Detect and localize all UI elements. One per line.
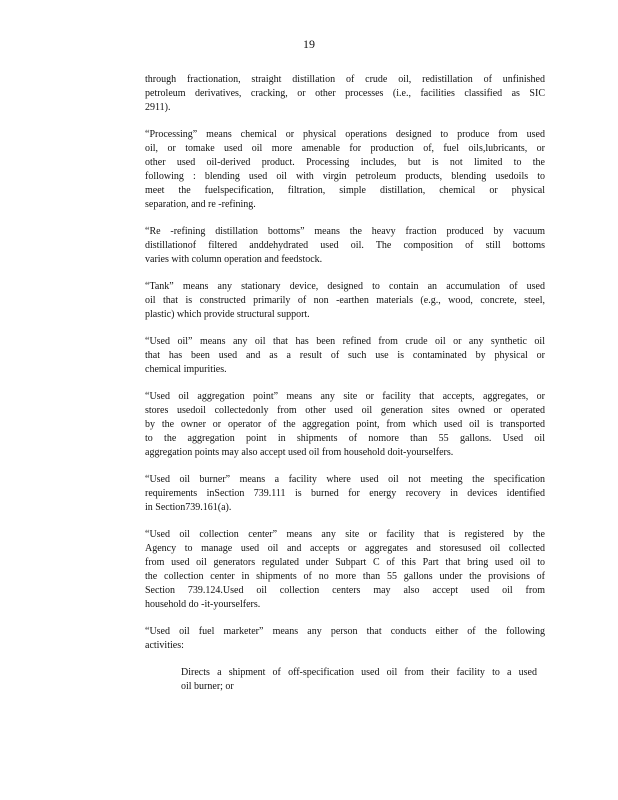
text-line: distillationof filtered anddehydrated used oil. The composition of still bottoms [145,240,545,251]
page-number: 19 [303,37,315,51]
paragraph-tank-definition [145,280,545,322]
text-line: meet the fuelspecification, filtration, simple distillation, chemical or physical [145,185,545,196]
text-line: 2911). [145,102,171,113]
text-line: oil that is constructed primarily of non -earthen materials (e.g., wood, concrete, steel, [145,295,545,306]
paragraph-used-oil-burner-definition [145,473,545,515]
text-line: through fractionation, straight distillation of crude oil, redistillation of unfinished [145,74,545,85]
text-line: stores usedoil collectedonly from other used oil generation sites owned or operated [145,405,545,416]
text-line: oil burner; or [181,681,234,692]
text-line: that has been used and as a result of such use is contaminated by physical or [145,350,545,361]
text-line: Section 739.124.Used oil collection centers may also accept used oil from [145,585,545,596]
paragraph-processing-definition [145,128,545,212]
text-line: petroleum derivatives, cracking, or other processes (i.e., facilities classified as SIC [145,88,545,99]
paragraph-aggregation-point-definition [145,390,545,460]
text-line: in Section739.161(a). [145,502,232,513]
text-line: “Used oil fuel marketer” means any person that conducts either of the following [145,626,545,637]
text-line: household do -it-yourselfers. [145,599,261,610]
text-line: separation, and re -refining. [145,199,256,210]
text-line: plastic) which provide structural support. [145,309,310,320]
text-line: oil, or tomake used oil more amenable for production of, fuel oils,lubricants, or [145,143,545,154]
text-line: “Used oil burner” means a facility where used oil not meeting the specification [145,474,545,485]
text-line: the collection center in shipments of no more than 55 gallons under the provisions of [145,571,545,582]
text-line: varies with column operation and feedstock. [145,254,323,265]
text-line: Directs a shipment of off-specification used oil from their facility to a used [181,667,537,678]
document-body [145,73,545,707]
text-line: “Tank” means any stationary device, designed to contain an accumulation of used [145,281,545,292]
text-line: “Used oil aggregation point” means any site or facility that accepts, aggregates, or [145,391,545,402]
text-line: “Processing” means chemical or physical operations designed to produce from used [145,129,545,140]
paragraph-fuel-marketer-definition [145,625,545,653]
text-line: chemical impurities. [145,364,227,375]
paragraph-used-oil-definition [145,335,545,377]
text-line: other used oil-derived product. Processing includes, but is not limited to the [145,157,545,168]
text-line: following : blending used oil with virgin petroleum products, blending usedoils to [145,171,545,182]
text-line: aggregation points may also accept used oil from household doit-yourselfers. [145,447,454,458]
text-line: requirements inSection 739.111 is burned for energy recovery in devices identified [145,488,545,499]
paragraph-fuel-marketer-activity-1 [181,666,537,694]
text-line: Agency to manage used oil and accepts or aggregates and storesused oil collected [145,543,545,554]
paragraph-refinery-definition-continued [145,73,545,115]
text-line: to the aggregation point in shipments of nomore than 55 gallons. Used oil [145,433,545,444]
text-line: “Re -refining distillation bottoms” means the heavy fraction produced by vacuum [145,226,545,237]
paragraph-re-refining-bottoms-definition [145,225,545,267]
text-line: by the owner or operator of the aggregation point, from which used oil is transported [145,419,545,430]
text-line: from used oil generators regulated under Subpart C of this Part that bring used oil to [145,557,545,568]
text-line: activities: [145,640,184,651]
paragraph-collection-center-definition [145,528,545,612]
text-line: “Used oil collection center” means any site or facility that is registered by the [145,529,545,540]
text-line: “Used oil” means any oil that has been refined from crude oil or any synthetic oil [145,336,545,347]
